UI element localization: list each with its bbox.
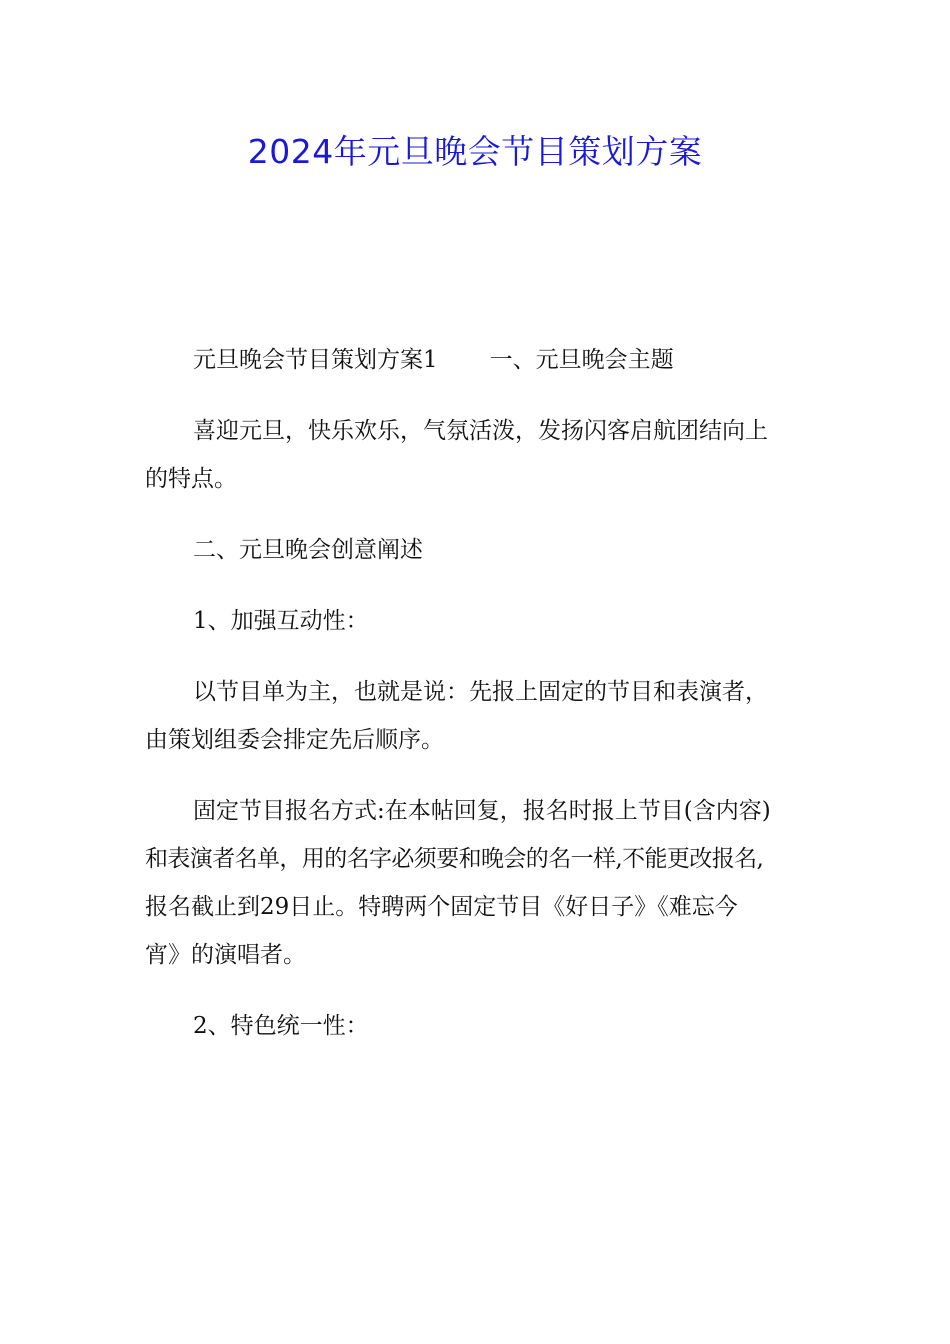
paragraph-subheading-1: 1、加强互动性：	[193, 608, 369, 634]
text-line: 以节目单为主，也就是说：先报上固定的节目和表演者，	[193, 679, 768, 705]
text-line: 喜迎元旦，快乐欢乐，气氛活泼，发扬闪客启航团结向上	[193, 418, 768, 444]
paragraph-subheading-2: 2、特色统一性：	[193, 1013, 369, 1039]
text-line: 宵》的演唱者。	[145, 942, 306, 968]
text-line: 和表演者名单，用的名字必须要和晚会的名一样,不能更改报名,	[145, 846, 764, 872]
document-title: 2024年元旦晚会节目策划方案	[247, 132, 703, 171]
text-line: 由策划组委会排定先后顺序。	[145, 727, 444, 753]
text-line: 的特点。	[145, 466, 237, 492]
paragraph-registration	[145, 787, 815, 979]
section-label: 元旦晚会节目策划方案1	[193, 347, 438, 373]
section-heading: 一、元旦晚会主题	[489, 347, 674, 373]
paragraph-heading-2: 二、元旦晚会创意阐述	[193, 537, 423, 563]
paragraph-theme	[145, 407, 815, 503]
text-line: 固定节目报名方式:在本帖回复，报名时报上节目(含内容)	[193, 798, 771, 824]
paragraph-program-list	[145, 668, 815, 764]
paragraph-heading-1	[145, 336, 815, 384]
text-line: 报名截止到29日止。特聘两个固定节目《好日子》《难忘今	[145, 894, 738, 920]
document-body	[145, 336, 815, 1077]
